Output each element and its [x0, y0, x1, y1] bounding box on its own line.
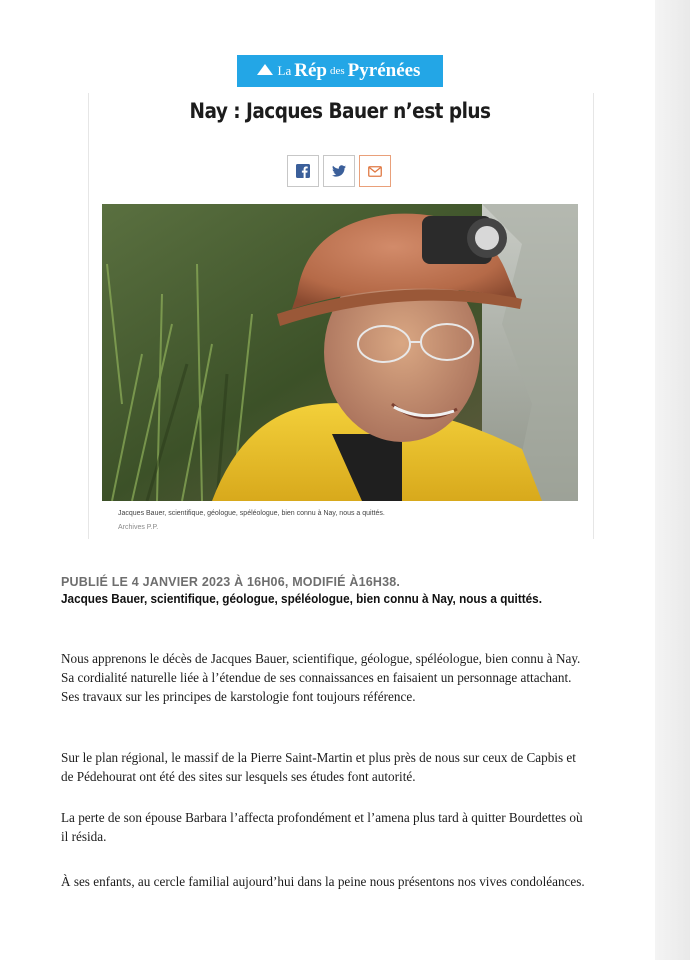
share-facebook-button[interactable] [287, 155, 319, 187]
share-twitter-button[interactable] [323, 155, 355, 187]
newspaper-logo[interactable] [237, 55, 443, 87]
article-paragraph: Nous apprenons le décès de Jacques Bauer, scientifique, géologue, spéléologue, bien connu à Nay. Sa cordialité naturelle liée à l’étendue de ses connaissances en faisaient un personnage attachant. Ses travaux sur les principes de karstologie font toujours référence. [61, 651, 581, 704]
photo-credit: Archives P.P. [118, 524, 159, 531]
article-paragraph: Sur le plan régional, le massif de la Pierre Saint-Martin et plus près de nous sur ceux de Capbis et de Pédehourat ont été des sites sur lesquels ses études font autorité. [61, 750, 576, 784]
publication-date: PUBLIÉ LE 4 JANVIER 2023 À 16H06, MODIFIÉ À16H38. [61, 575, 401, 589]
logo-word-pyrenees: Pyrénées [347, 60, 421, 81]
article-photo [102, 204, 578, 501]
logo-word-la: La [277, 63, 292, 78]
photo-caption: Jacques Bauer, scientifique, géologue, spéléologue, bien connu à Nay, nous a quittés. [118, 510, 385, 517]
mountain-icon [257, 64, 273, 75]
page-edge-shadow [655, 0, 690, 960]
mail-icon [368, 166, 382, 177]
twitter-icon [332, 165, 346, 177]
article-title: Nay : Jacques Bauer n’est plus [189, 99, 491, 123]
article-paragraph: À ses enfants, au cercle familial aujourd’hui dans la peine nous présentons nos vives condoléances. [61, 874, 585, 889]
facebook-icon [296, 164, 310, 178]
article-lead: Jacques Bauer, scientifique, géologue, spéléologue, bien connu à Nay, nous a quittés. [61, 592, 542, 606]
share-mail-button[interactable] [359, 155, 391, 187]
logo-word-des: des [329, 65, 345, 77]
article-paragraph: La perte de son épouse Barbara l’affecta profondément et l’amena plus tard à quitter Bourdettes où il résida. [61, 810, 583, 844]
logo-word-rep: Rép [294, 60, 327, 81]
